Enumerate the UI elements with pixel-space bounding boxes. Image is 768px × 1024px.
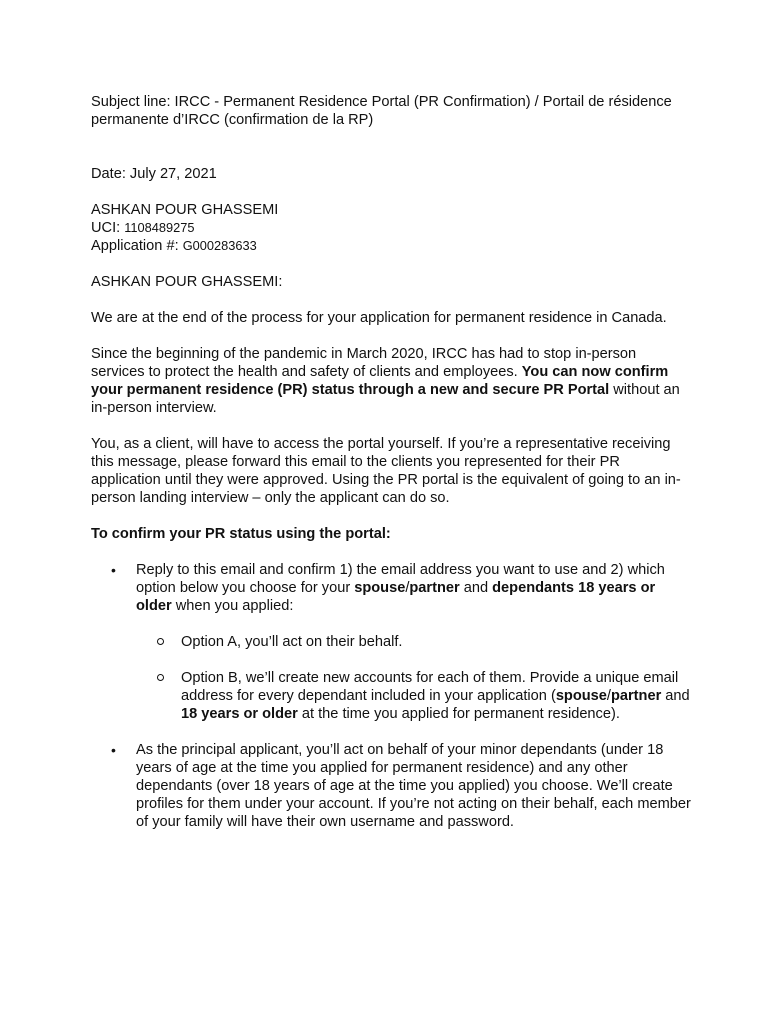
- paragraph-pandemic-tail: without an in-person interview.: [91, 382, 680, 416]
- bullet2-text: As the principal applicant, you’ll act on behalf of your minor dependants (under 18 years of age at the time you applied for permanent residence) and any other dependants (over 18 years of age at the time you applied) you choose. We’ll create profiles for them under your account. If you’re not acting on their behalf, each member of your family will have their own username and password.: [136, 742, 691, 830]
- bullet1-spouse: spouse: [354, 580, 406, 596]
- email-document: [91, 93, 691, 849]
- bullet1-partner: partner: [409, 580, 460, 596]
- paragraph-pandemic: [91, 345, 691, 417]
- addressee-block: [91, 201, 691, 255]
- addressee-name: ASHKAN POUR GHASSEMI: [91, 202, 279, 218]
- paragraph-client-access: You, as a client, will have to access the portal yourself. If you’re a representative receiving this message, please forward this email to the clients you represented for their PR application until they were approved. Using the PR portal is the equivalent of going to an in-person landing interview – only the applicant can do so.: [91, 436, 681, 506]
- paragraph-intro: We are at the end of the process for your application for permanent residence in Canada.: [91, 310, 667, 326]
- date-line: Date: July 27, 2021: [91, 166, 217, 182]
- option-b-and: and: [661, 688, 690, 704]
- list-item: [136, 669, 691, 723]
- bullet1-tail: when you applied:: [171, 598, 294, 614]
- application-value: G000283633: [182, 238, 257, 253]
- instructions-list: [91, 561, 691, 831]
- bullet1-slash: /: [405, 580, 410, 596]
- option-b-text: Option B, we’ll create new accounts for each of them. Provide a unique email address for every dependant included in your application (: [181, 670, 679, 704]
- bullet1-text: Reply to this email and confirm 1) the email address you want to use and 2) which option below you choose for your: [136, 562, 665, 596]
- option-b-age: 18 years or older: [181, 706, 298, 722]
- bullet1-dependants: dependants 18 years or older: [136, 580, 656, 614]
- paragraph-pandemic-text: Since the beginning of the pandemic in March 2020, IRCC has had to stop in-person services to protect the health and safety of clients and employees.: [91, 346, 637, 380]
- uci-line: [91, 219, 691, 237]
- application-line: [91, 237, 691, 255]
- uci-label: UCI:: [91, 220, 125, 236]
- option-b-slash: /: [606, 688, 611, 704]
- bullet1-and: and: [459, 580, 493, 596]
- options-list: [136, 633, 691, 723]
- circle-bullet-icon: [157, 674, 164, 681]
- application-label: Application #:: [91, 238, 183, 254]
- option-a-text: Option A, you’ll act on their behalf.: [181, 634, 403, 650]
- section-heading: To confirm your PR status using the portal:: [91, 526, 391, 542]
- list-item: [91, 561, 691, 723]
- option-b-tail: at the time you applied for permanent residence).: [297, 706, 620, 722]
- subject-line: Subject line: IRCC - Permanent Residence Portal (PR Confirmation) / Portail de résidence permanente d’IRCC (confirmation de la RP): [91, 94, 672, 128]
- bullet-icon: •: [111, 562, 116, 578]
- paragraph-pandemic-bold: You can now confirm your permanent residence (PR) status through a new and secure PR Portal: [91, 364, 669, 398]
- option-b-spouse: spouse: [555, 688, 607, 704]
- circle-bullet-icon: [157, 638, 164, 645]
- uci-value: 1108489275: [124, 220, 195, 235]
- list-item: [136, 633, 691, 651]
- option-b-partner: partner: [610, 688, 662, 704]
- list-item: [91, 741, 691, 831]
- bullet-icon: •: [111, 742, 116, 758]
- salutation: ASHKAN POUR GHASSEMI:: [91, 274, 283, 290]
